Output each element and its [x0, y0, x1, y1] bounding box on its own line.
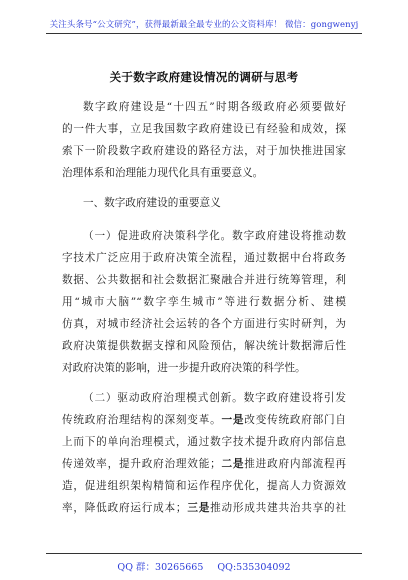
- paragraph-line: （一）促进政府决策科学化。数字政府建设将推动数: [83, 230, 346, 242]
- bold-marker-third: 三是: [186, 502, 211, 514]
- section-heading: 一、数字政府建设的重要意义: [83, 197, 221, 209]
- paragraph-line: [62, 500, 346, 516]
- header-divider: [46, 33, 362, 34]
- intro-line: 索下一阶段数字政府建设的路径方法，对于加快推进国家: [62, 145, 346, 157]
- footer-qq-group: QQ 群：30265665: [117, 562, 204, 573]
- paragraph-text: 改变传统政府部门自: [244, 414, 347, 426]
- paragraph-line: [62, 456, 346, 472]
- paragraph-line: 政府决策提供数据支撑和风险预估，解决统计数据滞后性: [62, 340, 346, 352]
- paragraph-line: [62, 412, 346, 428]
- paragraph-text: 推进政府内部流程再: [244, 458, 347, 470]
- footer-divider: [46, 553, 362, 554]
- footer: [0, 559, 408, 573]
- intro-line: 治理体系和治理能力现代化具有重要意义。: [62, 167, 264, 179]
- document-title: 关于数字政府建设情况的调研与思考: [109, 70, 299, 84]
- bold-marker-second: 二是: [220, 458, 245, 470]
- paragraph-line: 对政府决策的影响，进一步提升政府决策的科学性。: [62, 362, 306, 374]
- paragraph-text: 传统政府治理结构的深刻变革。: [62, 414, 222, 426]
- header-banner: 关注头条号“公文研究”，获得最新最全最专业的公文资料库！ 微信：gongwenyj: [49, 20, 359, 30]
- paragraph-line: 数据、公共数据和社会数据汇聚融合并进行统筹管理，利: [62, 274, 346, 286]
- paragraph-line: 用“城市大脑”“数字孪生城市”等进行数据分析、建模: [62, 296, 346, 308]
- paragraph-line: 仿真，对城市经济社会运转的各个方面进行实时研判，为: [62, 318, 346, 330]
- paragraph-text: 率，降低政府运行成本；: [62, 502, 187, 514]
- bold-marker-first: 一是: [221, 414, 245, 426]
- paragraph-line: 造，促进组织架构精简和运作程序优化，提高人力资源效: [62, 480, 346, 492]
- intro-line: 的一件大事，立足我国数字政府建设已有经验和成效，探: [62, 123, 346, 135]
- paragraph-text: 传递效率，提升政府治理效能；: [62, 458, 221, 470]
- footer-qq: QQ:535304092: [217, 562, 291, 573]
- intro-line: 数字政府建设是“十四五”时期各级政府必须要做好: [83, 101, 346, 113]
- paragraph-text: 推动形成共建共治共享的社: [210, 502, 347, 514]
- paragraph-line: 字技术广泛应用于政府决策全流程，通过数据中台将政务: [62, 252, 346, 264]
- paragraph-line: （二）驱动政府治理模式创新。数字政府建设将引发: [83, 392, 346, 404]
- paragraph-line: 上而下的单向治理模式，通过数字技术提升政府内部信息: [62, 436, 346, 448]
